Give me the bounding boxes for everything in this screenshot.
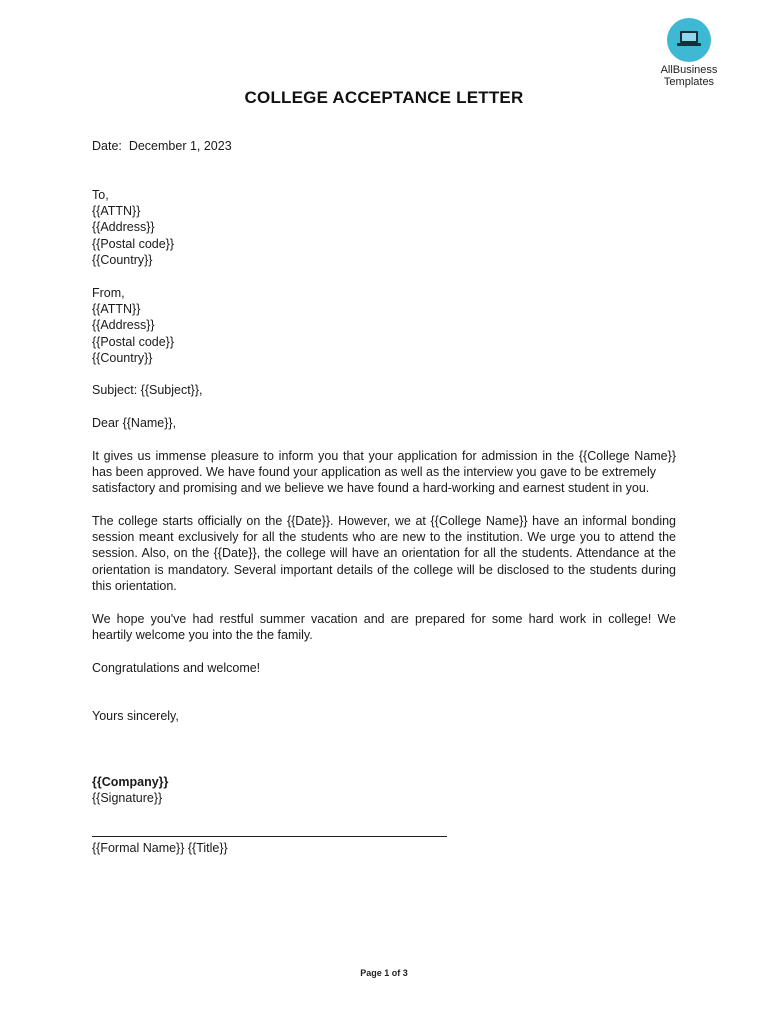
subject-line: Subject: {{Subject}},	[92, 383, 203, 398]
to-postal: {{Postal code}}	[92, 236, 175, 251]
date-line: Date: December 1, 2023	[92, 139, 232, 153]
paragraph-3: We hope you've had restful summer vacation and are prepared for some hard work in college! We heartily welcome you into the the family.	[92, 611, 676, 642]
signature-placeholder: {{Signature}}	[92, 790, 163, 805]
paragraph-2: The college starts officially on the {{Date}}. However, we at {{College Name}} have an informal bonding session meant exclusively for all the students who are new to the institution. We urge you to attend the session. Also, on the {{Date}}, the college will have an orientation for all the students. Attendance at the orientation is mandatory. Several important details of the college will be disclosed to the students during this orientation.	[92, 513, 676, 594]
signature-line	[92, 836, 447, 837]
to-country: {{Country}}	[92, 253, 153, 268]
laptop-icon	[676, 29, 702, 49]
letter-body	[92, 138, 676, 856]
from-attn: {{ATTN}}	[92, 301, 141, 316]
company-name: {{Company}}	[92, 774, 169, 789]
recipient-block	[92, 187, 676, 268]
sender-block	[92, 285, 676, 366]
document-title: COLLEGE ACCEPTANCE LETTER	[244, 88, 524, 107]
logo-line-2: Templates	[663, 76, 715, 88]
from-country: {{Country}}	[92, 350, 153, 365]
to-attn: {{ATTN}}	[92, 204, 141, 219]
paragraph-1b: satisfactory and promising and we believe we have found a hard-working and earnest student in you.	[92, 481, 650, 496]
from-heading: From,	[92, 285, 125, 300]
logo-circle	[667, 18, 711, 62]
to-address: {{Address}}	[92, 220, 155, 235]
logo-line-1: AllBusiness	[660, 64, 718, 76]
greeting: Dear {{Name}},	[92, 416, 177, 431]
page-footer: Page 1 of 3	[360, 968, 408, 978]
congrats-line: Congratulations and welcome!	[92, 660, 261, 675]
closing-line: Yours sincerely,	[92, 709, 179, 724]
formal-name: {{Formal Name}} {{Title}}	[92, 841, 228, 856]
paragraph-1a: It gives us immense pleasure to inform you that your application for admission in the {{College Name}} has been approved. We have found your application as well as the interview you gave to be extremely	[92, 448, 676, 479]
from-address: {{Address}}	[92, 318, 155, 333]
logo-text	[652, 64, 726, 88]
from-postal: {{Postal code}}	[92, 334, 175, 349]
to-heading: To,	[92, 187, 109, 202]
logo	[652, 18, 726, 88]
